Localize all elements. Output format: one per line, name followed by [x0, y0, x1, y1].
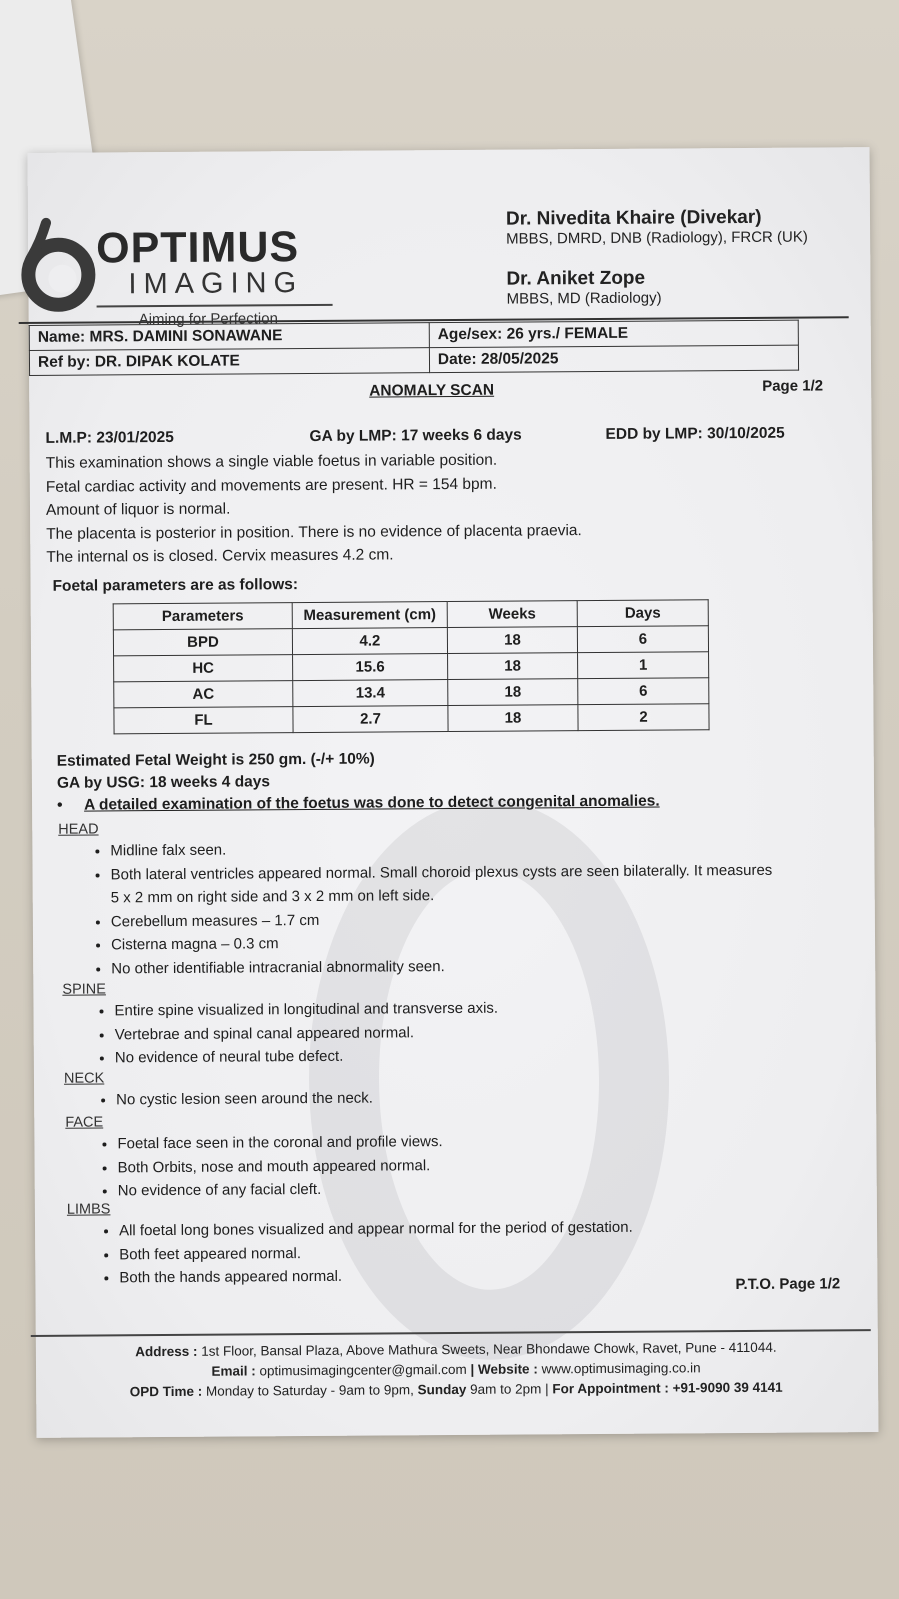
section-title: NECK: [63, 1070, 105, 1087]
doctor-name: Dr. Aniket Zope: [506, 267, 646, 290]
logo-title: OPTIMUS: [96, 223, 300, 273]
column-header: Weeks: [447, 601, 577, 628]
section-title: FACE: [65, 1114, 104, 1131]
list-item: • Cisterna magna – 0.3 cm: [111, 929, 773, 957]
logo-divider: [97, 304, 333, 308]
table-cell: 6: [578, 678, 709, 705]
table-cell: AC: [114, 681, 293, 708]
list-item: • No other identifiable intracranial abnormality seen.: [111, 952, 773, 980]
list-item: • No evidence of any facial cleft.: [118, 1177, 443, 1203]
dates-row: [45, 424, 805, 447]
email-link[interactable]: optimusimagingcenter@gmail.com: [259, 1361, 467, 1379]
section-face: [65, 1112, 443, 1203]
column-header: Days: [577, 600, 708, 627]
list-item: • Entire spine visualized in longitudinal and transverse axis.: [114, 997, 498, 1023]
table-row: [114, 704, 709, 734]
list-item: • Both Orbits, nose and mouth appeared normal.: [118, 1154, 443, 1180]
patient-name: Name: MRS. DAMINI SONAWANE: [29, 323, 429, 351]
list-item: • Vertebrae and spinal canal appeared normal.: [115, 1020, 499, 1046]
page-number: Page 1/2: [762, 377, 824, 395]
foetal-parameters-table: [113, 599, 710, 734]
section-neck: [64, 1069, 373, 1113]
table-cell: 2: [578, 704, 709, 731]
table-cell: BPD: [113, 629, 292, 656]
list-item: • All foetal long bones visualized and appear normal for the period of gestation.: [119, 1216, 633, 1243]
doctor-qualifications: MBBS, MD (Radiology): [506, 289, 662, 308]
pto-page-number: P.T.O. Page 1/2: [735, 1275, 841, 1294]
doctor-qualifications: MBBS, DMRD, DNB (Radiology), FRCR (UK): [506, 228, 808, 248]
website-link[interactable]: www.optimusimaging.co.in: [541, 1360, 701, 1377]
table-cell: 4.2: [292, 628, 447, 655]
table-cell: 2.7: [293, 706, 448, 733]
section-spine: [62, 979, 498, 1071]
list-item: • Midline falx seen.: [110, 835, 772, 863]
ga-by-usg: GA by USG: 18 weeks 4 days: [56, 773, 271, 792]
report-page: [28, 147, 879, 1438]
table-cell: 18: [447, 627, 577, 654]
table-cell: 13.4: [293, 680, 448, 707]
patient-age-sex: Age/sex: 26 yrs./ FEMALE: [429, 320, 798, 348]
section-title: HEAD: [58, 821, 99, 838]
column-header: Measurement (cm): [292, 602, 447, 629]
finding-line: The placenta is posterior in position. There is no evidence of placenta praevia.: [46, 521, 582, 543]
section-head: [58, 817, 773, 981]
table-cell: 18: [448, 705, 578, 732]
clinic-footer: [36, 1337, 876, 1403]
detailed-exam-note: A detailed examination of the foetus was done to detect congenital anomalies.: [83, 792, 660, 814]
footer-address: Address : 1st Floor, Bansal Plaza, Above Mathura Sweets, Near Bhondawe Chowk, Ravet, Pune - 411044.: [135, 1339, 777, 1360]
table-cell: FL: [114, 707, 293, 734]
estimated-fetal-weight: Estimated Fetal Weight is 250 gm. (-/+ 10%): [56, 750, 375, 770]
column-header: Parameters: [113, 603, 292, 630]
list-item: • Both the hands appeared normal.: [119, 1263, 633, 1290]
table-cell: 6: [577, 626, 708, 653]
list-item: • Cerebellum measures – 1.7 cm: [111, 905, 773, 933]
patient-info-table: [29, 320, 799, 376]
table-row: [114, 652, 709, 682]
finding-line: Amount of liquor is normal.: [45, 500, 231, 519]
clinic-logo: [28, 201, 349, 329]
logo-tagline: Aiming for Perfection: [138, 310, 278, 329]
finding-line: This examination shows a single viable foetus in variable position.: [45, 451, 498, 472]
logo-subtitle: IMAGING: [128, 267, 304, 301]
doctor-name: Dr. Nivedita Khaire (Divekar): [505, 206, 762, 230]
report-date: Date: 28/05/2025: [429, 345, 798, 373]
edd-by-lmp: EDD by LMP: 30/10/2025: [605, 424, 785, 443]
table-cell: 15.6: [293, 654, 448, 681]
section-title: SPINE: [62, 981, 106, 998]
parameters-heading: Foetal parameters are as follows:: [52, 576, 299, 595]
section-limbs: [67, 1198, 633, 1290]
list-item: • Both feet appeared normal.: [119, 1239, 633, 1266]
table-cell: 18: [448, 653, 578, 680]
section-title: LIMBS: [66, 1201, 111, 1218]
table-cell: HC: [114, 655, 293, 682]
footer-opd-time: OPD Time : Monday to Saturday - 9am to 9pm, Sunday 9am to 2pm | For Appointment : +91-9090 39 4141: [129, 1379, 783, 1400]
list-item: • Both lateral ventricles appeared normal. Small choroid plexus cysts are seen bilaterally. It measures 5 x 2 mm on right side and 3 x 2 mm on left side.: [110, 858, 772, 910]
list-item-continuation: 5 x 2 mm on right side and 3 x 2 mm on left side.: [110, 887, 435, 907]
general-findings: [46, 448, 582, 569]
list-item: • No evidence of neural tube defect.: [115, 1044, 499, 1070]
footer-contact: Email : optimusimagingcenter@gmail.com | Website : www.optimusimaging.co.in: [211, 1360, 701, 1379]
doctor-list: [506, 208, 808, 310]
optimus-logo-icon: [16, 212, 97, 313]
list-item: • No cystic lesion seen around the neck.: [116, 1087, 373, 1112]
ga-by-lmp: GA by LMP: 17 weeks 6 days: [309, 426, 522, 445]
table-cell: 1: [578, 652, 709, 679]
table-row: [113, 626, 708, 656]
lmp-date: L.M.P: 23/01/2025: [45, 428, 174, 447]
finding-line: The internal os is closed. Cervix measures 4.2 cm.: [46, 546, 394, 566]
summary-block: Estimated Fetal Weight is 250 gm. (-/+ 10%) GA by USG: 18 weeks 4 days • A detailed examination of the foetus was done to detect congenital anomalies.: [57, 747, 660, 817]
table-cell: 18: [448, 679, 578, 706]
report-title: ANOMALY SCAN: [369, 381, 495, 400]
finding-line: Fetal cardiac activity and movements are present. HR = 154 bpm.: [45, 475, 497, 496]
appointment-phone[interactable]: +91-9090 39 4141: [672, 1379, 783, 1396]
list-item: • Foetal face seen in the coronal and profile views.: [117, 1130, 442, 1156]
referring-doctor: Ref by: DR. DIPAK KOLATE: [29, 348, 429, 376]
